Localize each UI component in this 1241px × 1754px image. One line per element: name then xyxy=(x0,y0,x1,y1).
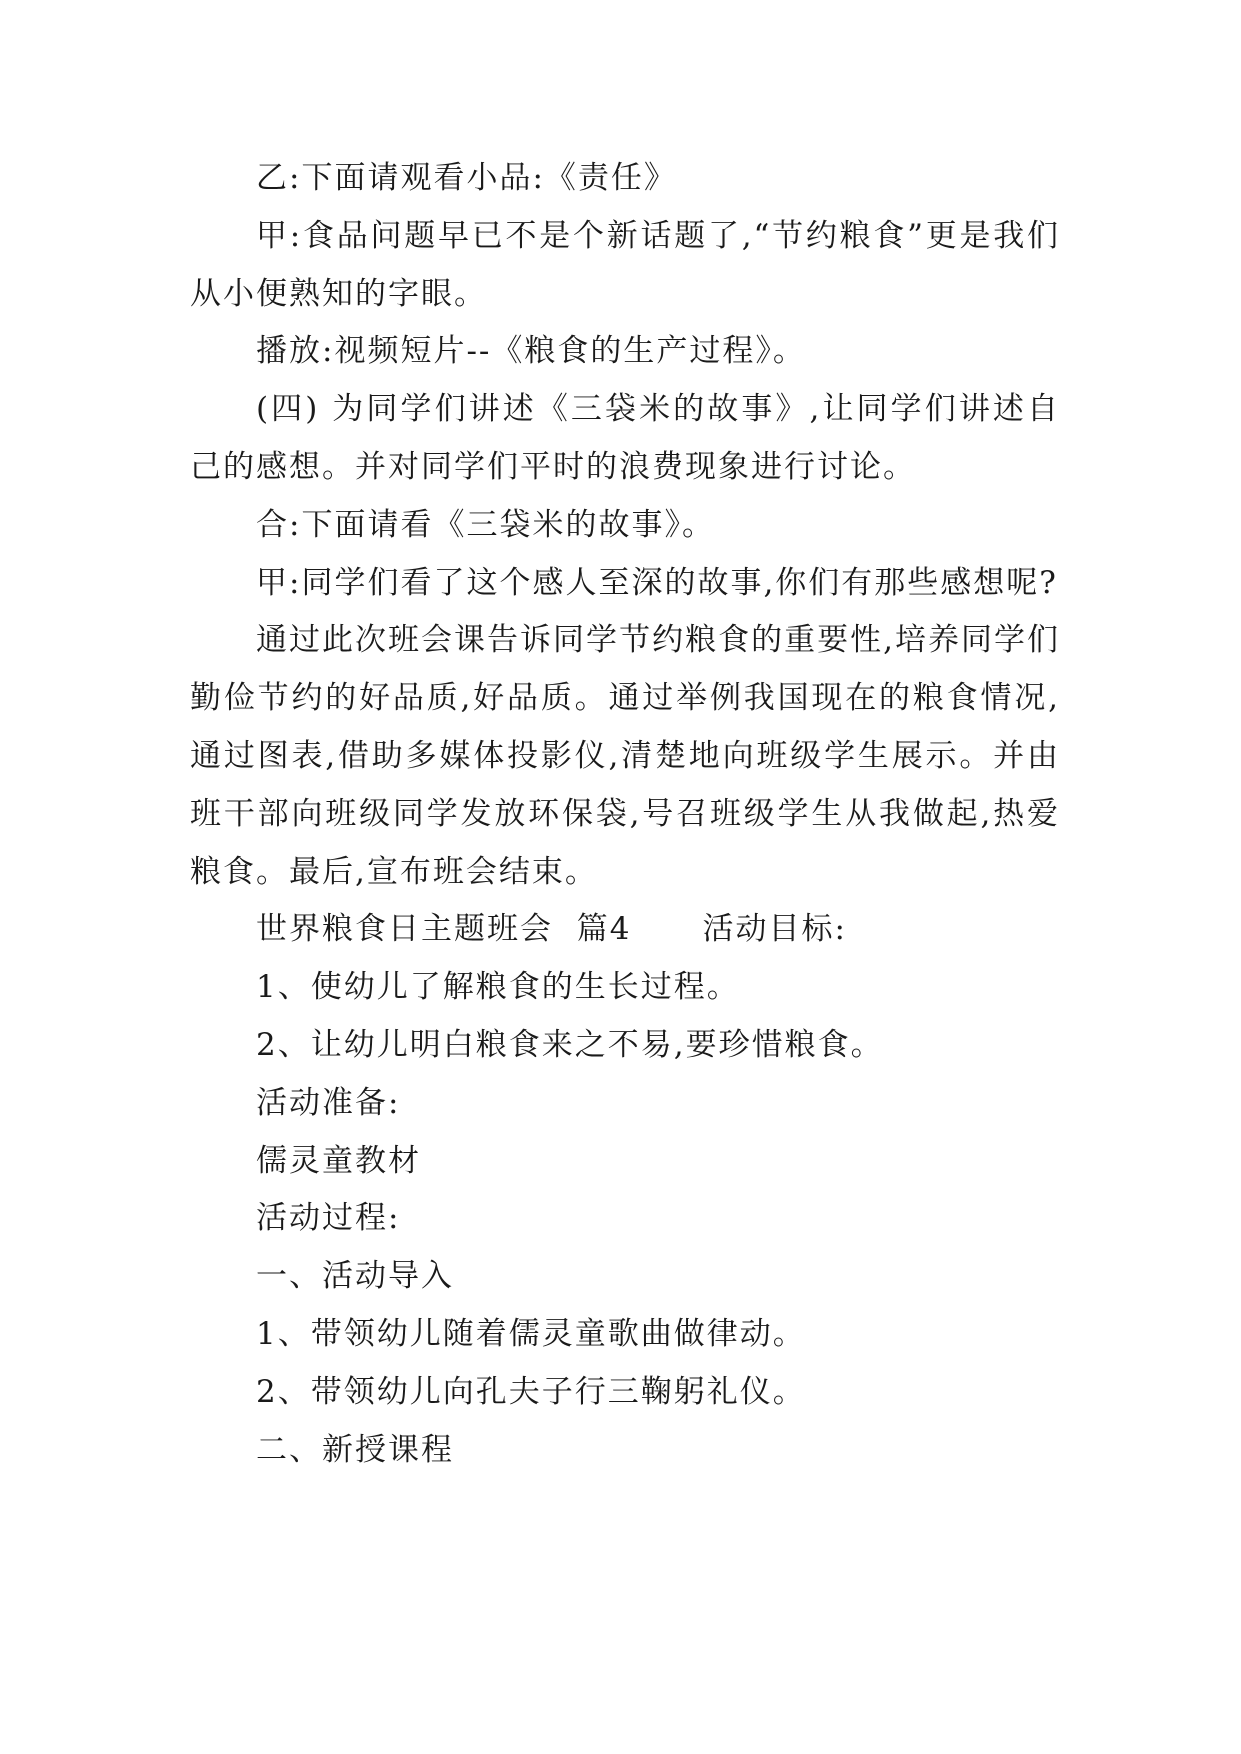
summary-paragraph: 通过此次班会课告诉同学节约粮食的重要性,培养同学们勤俭节约的好品质,好品质。通过举例我国现在的粮食情况,通过图表,借助多媒体投影仪,清楚地向班级学生展示。并由班干部向班级同学发放环保袋,号召班级学生从我做起,热爱粮食。最后,宣布班会结束。 xyxy=(190,622,1060,890)
dialogue-line-jia-1: 甲:食品问题早已不是个新话题了,“节约粮食”更是我们从小便熟知的字眼。 xyxy=(190,217,1060,312)
preparation-heading: 活动准备: xyxy=(256,1084,401,1121)
process-heading: 活动过程: xyxy=(256,1200,401,1237)
process-step-1-heading: 一、活动导入 xyxy=(256,1258,454,1295)
dialogue-line-he: 合:下面请看《三袋米的故事》。 xyxy=(256,506,715,543)
process-step-1-item-2: 2、带领幼儿向孔夫子行三鞠躬礼仪。 xyxy=(256,1373,806,1410)
goal-item-1: 1、使幼儿了解粮食的生长过程。 xyxy=(256,969,740,1006)
section-heading: 世界粮食日主题班会 篇4 活动目标: xyxy=(256,911,847,948)
document-page xyxy=(190,150,1060,1479)
play-video-line: 播放:视频短片--《粮食的生产过程》。 xyxy=(256,333,806,370)
process-step-1-item-1: 1、带领幼儿随着儒灵童歌曲做律动。 xyxy=(256,1315,806,1352)
dialogue-line-yi: 乙:下面请观看小品:《责任》 xyxy=(256,160,677,196)
process-step-2-heading: 二、新授课程 xyxy=(256,1431,454,1468)
section-four-paragraph: (四) 为同学们讲述《三袋米的故事》,让同学们讲述自己的感想。并对同学们平时的浪费现象进行讨论。 xyxy=(190,391,1060,485)
dialogue-line-jia-2: 甲:同学们看了这个感人至深的故事,你们有那些感想呢? xyxy=(256,564,1058,601)
preparation-item: 儒灵童教材 xyxy=(256,1142,421,1179)
goal-item-2: 2、让幼儿明白粮食来之不易,要珍惜粮食。 xyxy=(256,1026,884,1063)
